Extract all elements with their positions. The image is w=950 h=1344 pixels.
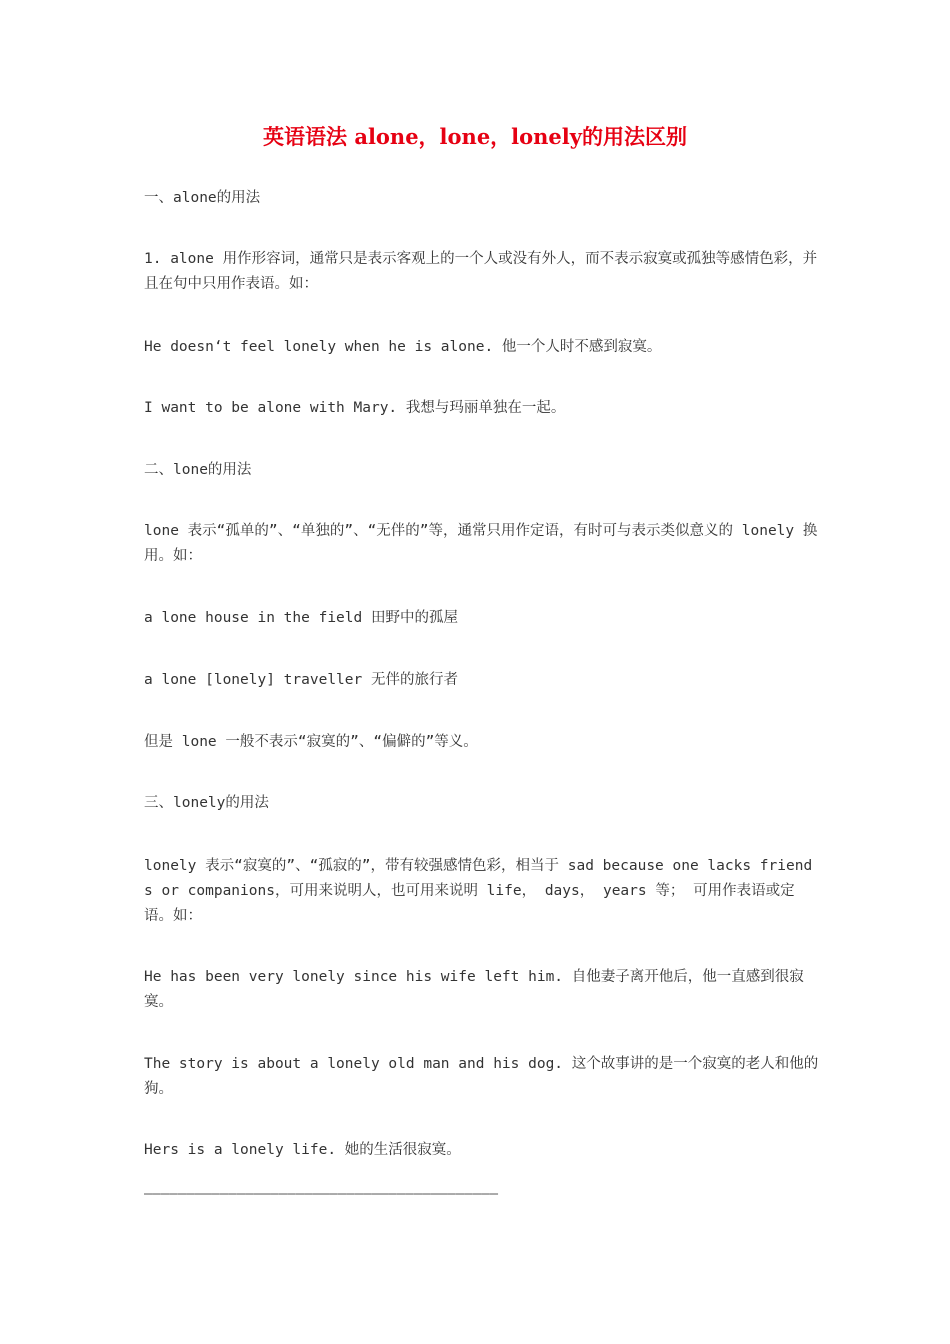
paragraph-lone-usage: lone 表示“孤单的”、“单独的”、“无伴的”等，通常只用作定语，有时可与表示类似意义的 lonely 换用。如： — [144, 523, 818, 564]
example-phrase: a lone house in the field 田野中的孤屋 — [144, 610, 458, 626]
section-heading-lone: 二、lone的用法 — [144, 462, 252, 478]
section-heading-lonely: 三、lonely的用法 — [144, 795, 269, 811]
paragraph-lone-note: 但是 lone 一般不表示“寂寞的”、“偏僻的”等义。 — [144, 734, 478, 750]
example-phrase: a lone [lonely] traveller 无伴的旅行者 — [144, 672, 458, 688]
example-sentence: I want to be alone with Mary. 我想与玛丽单独在一起。 — [144, 400, 566, 416]
example-sentence: Hers is a lonely life. 她的生活很寂寞。 — [144, 1142, 461, 1158]
page-title: 英语语法 alone，lone，lonely的用法区别 — [263, 124, 687, 149]
section-heading-alone: 一、alone的用法 — [144, 190, 261, 206]
paragraph-lonely-usage: lonely 表示“寂寞的”、“孤寂的”，带有较强感情色彩，相当于 sad because one lacks friends or companions，可用来说明人，也可用来说明 life， days， years 等； 可用作表语或定语。如： — [144, 858, 813, 924]
divider-line: —————————————————————————————————————————— — [144, 1186, 499, 1202]
example-sentence: He doesn‘t feel lonely when he is alone. 他一个人时不感到寂寞。 — [144, 339, 662, 355]
paragraph-alone-usage: 1. alone 用作形容词，通常只是表示客观上的一个人或没有外人，而不表示寂寞或孤独等感情色彩，并且在句中只用作表语。如： — [144, 251, 818, 292]
example-sentence: The story is about a lonely old man and his dog. 这个故事讲的是一个寂寞的老人和他的狗。 — [144, 1056, 819, 1097]
example-sentence: He has been very lonely since his wife left him. 自他妻子离开他后，他一直感到很寂寞。 — [144, 969, 804, 1010]
